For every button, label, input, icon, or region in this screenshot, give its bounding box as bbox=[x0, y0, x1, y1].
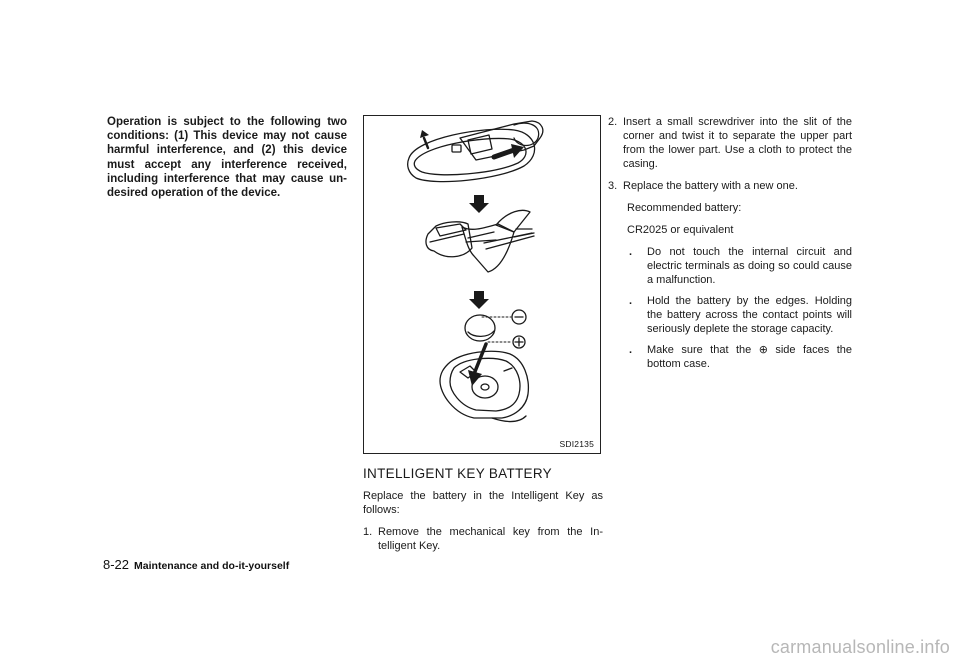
slide-arrow-shaft bbox=[494, 150, 514, 157]
section-heading: INTELLIGENT KEY BATTERY bbox=[363, 466, 552, 481]
bullet-mark: . bbox=[629, 344, 633, 356]
step-number: 3. bbox=[608, 180, 618, 192]
recommended-battery-label: Recommended battery: bbox=[627, 202, 742, 214]
right-column bbox=[608, 115, 852, 378]
fcc-notice bbox=[107, 115, 347, 200]
down-arrow-icon bbox=[469, 291, 489, 309]
left-column bbox=[107, 115, 347, 200]
caution-bullet bbox=[629, 294, 852, 336]
caution-bullet bbox=[629, 245, 852, 287]
notice-line: harmful interference, and (2) this device bbox=[107, 144, 347, 157]
key-fob-with-mechanical-key bbox=[408, 121, 543, 182]
step-number: 1. bbox=[363, 526, 373, 538]
footer-section-name: Maintenance and do-it-yourself bbox=[134, 560, 290, 572]
figure-code: SDI2135 bbox=[559, 439, 594, 449]
notice-line: Operation is subject to the following two bbox=[107, 116, 347, 128]
page-footer bbox=[103, 557, 289, 572]
coin-battery bbox=[465, 315, 495, 341]
step-1 bbox=[363, 525, 603, 553]
notice-line: must accept any interference received, bbox=[107, 158, 347, 171]
notice-line: conditions: (1) This device may not cause bbox=[107, 130, 347, 143]
step-number: 2. bbox=[608, 116, 618, 128]
middle-column bbox=[363, 115, 603, 561]
step-3 bbox=[608, 179, 852, 193]
step-text: Remove the mechanical key from the In- telligent Key. bbox=[378, 526, 603, 552]
bullet-mark: . bbox=[629, 295, 633, 307]
key-fob-bottom-case bbox=[440, 351, 528, 421]
down-arrow-icon bbox=[469, 195, 489, 213]
step-text: Insert a small screwdriver into the slit of the corner and twist it to separate the upper part from the lower part. Use a cloth to protect the casing. bbox=[623, 116, 852, 170]
notice-line: including interference that may cause un- bbox=[107, 172, 347, 185]
section-intro: Replace the battery in the Intelligent Key as follows: bbox=[363, 490, 603, 516]
up-arrow-icon bbox=[420, 130, 429, 138]
bullet-text: Make sure that the ⊕ side faces the bottom case. bbox=[647, 344, 852, 370]
bullet-text: Do not touch the internal circuit and electric terminals as doing so could cause a malfunction. bbox=[647, 246, 852, 286]
recommended-battery-value: CR2025 or equivalent bbox=[627, 224, 734, 236]
insert-arrow-icon bbox=[468, 370, 482, 386]
caution-bullet bbox=[629, 343, 852, 371]
notice-line: desired operation of the device. bbox=[107, 187, 281, 200]
bullet-mark: . bbox=[629, 246, 633, 258]
step-2 bbox=[608, 115, 852, 171]
bullet-text: Hold the battery by the edges. Holding the battery across the contact points will seriously deplete the storage capacity. bbox=[647, 295, 852, 335]
watermark: carmanualsonline.info bbox=[770, 637, 950, 657]
step-text: Replace the battery with a new one. bbox=[623, 180, 798, 192]
battery-replacement-figure bbox=[363, 115, 601, 454]
key-fob-separation bbox=[426, 210, 534, 272]
battery-replacement-illustration bbox=[364, 116, 600, 453]
page-number: 8-22 bbox=[103, 557, 130, 572]
